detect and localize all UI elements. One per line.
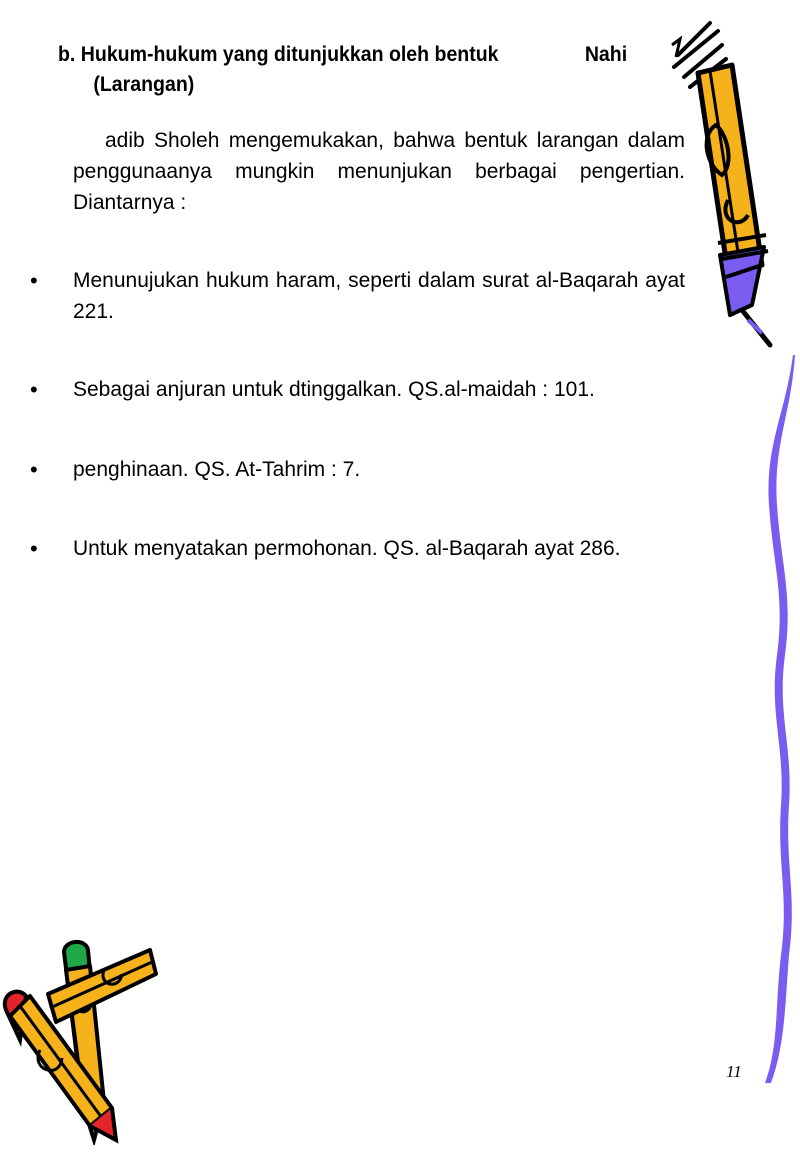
crossed-pencils-icon bbox=[0, 930, 165, 1145]
pencil-icon bbox=[670, 15, 785, 350]
bullet-marker: • bbox=[30, 457, 38, 482]
list-item bbox=[30, 374, 685, 405]
list-item bbox=[30, 265, 685, 327]
heading-suffix: Nahi bbox=[584, 43, 628, 66]
intro-paragraph: adib Sholeh mengemukakan, bahwa bentuk larangan dalam penggunaanya mungkin menunjukan berbagai pengertian. Diantarnya : bbox=[73, 129, 685, 214]
bullet-marker: • bbox=[30, 377, 38, 402]
heading-text: b. Hukum-hukum yang ditunjukkan oleh bentuk bbox=[58, 43, 499, 66]
list-item bbox=[30, 454, 685, 485]
list-item-text: penghinaan. QS. At-Tahrim : 7. bbox=[73, 458, 361, 481]
section-heading bbox=[58, 40, 627, 100]
page-number: 11 bbox=[726, 1062, 742, 1081]
heading-subtitle: (Larangan) bbox=[93, 73, 195, 96]
ribbon-decoration bbox=[755, 355, 800, 1085]
list-item bbox=[30, 533, 685, 564]
list-item-text: Untuk menyatakan permohonan. QS. al-Baqarah ayat 286. bbox=[73, 537, 621, 560]
bullet-marker: • bbox=[30, 268, 38, 293]
list-item-text: Menunujukan hukum haram, seperti dalam surat al-Baqarah ayat 221. bbox=[73, 269, 685, 323]
list-item-text: Sebagai anjuran untuk dtinggalkan. QS.al-maidah : 101. bbox=[73, 378, 595, 401]
bullet-marker: • bbox=[30, 536, 38, 561]
